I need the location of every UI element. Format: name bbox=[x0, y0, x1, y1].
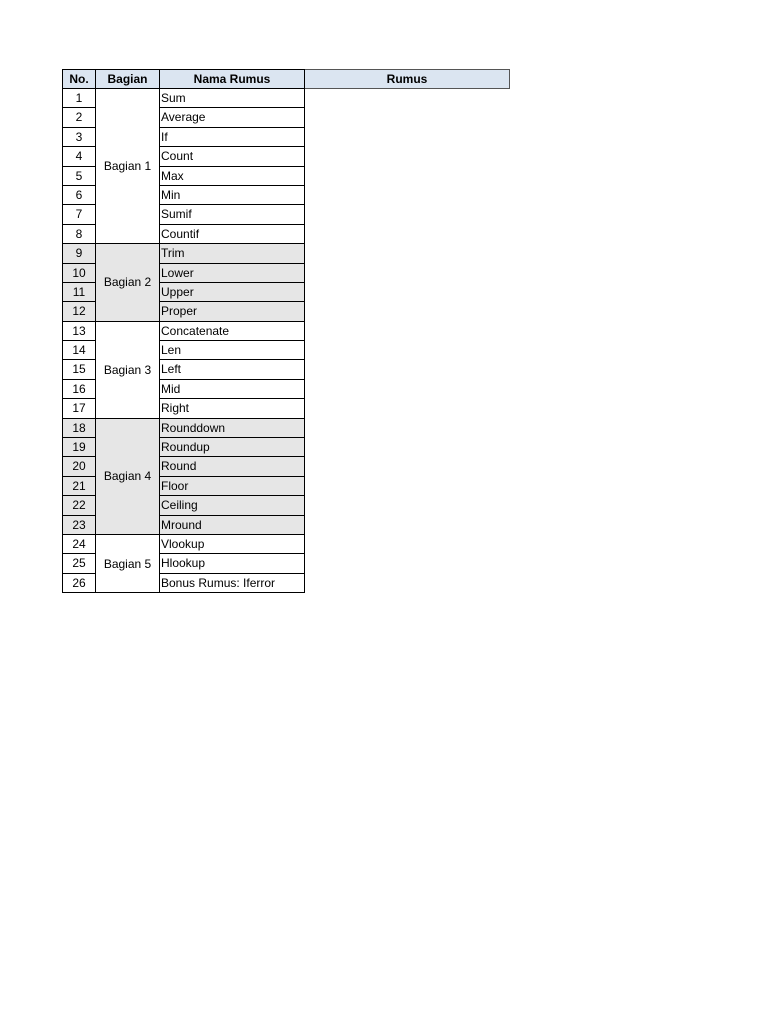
formula-name-cell: Upper bbox=[160, 283, 305, 302]
formula-name-cell: Vlookup bbox=[160, 535, 305, 554]
row-number-cell: 4 bbox=[62, 147, 96, 166]
formula-name-cell: Rounddown bbox=[160, 419, 305, 438]
row-number-cell: 15 bbox=[62, 360, 96, 379]
row-number-cell: 23 bbox=[62, 516, 96, 535]
row-number-cell: 25 bbox=[62, 554, 96, 573]
bagian-group-cell: Bagian 3 bbox=[96, 322, 160, 419]
formula-name-cell: Concatenate bbox=[160, 322, 305, 341]
row-number-cell: 16 bbox=[62, 380, 96, 399]
formula-table bbox=[62, 69, 510, 593]
formula-name-cell: Countif bbox=[160, 225, 305, 244]
formula-name-cell: Proper bbox=[160, 302, 305, 321]
formula-name-cell: Trim bbox=[160, 244, 305, 263]
row-number-cell: 18 bbox=[62, 419, 96, 438]
bagian-group-cell: Bagian 2 bbox=[96, 244, 160, 322]
row-number-cell: 11 bbox=[62, 283, 96, 302]
bagian-group-cell: Bagian 1 bbox=[96, 89, 160, 244]
row-number-cell: 13 bbox=[62, 322, 96, 341]
header-no: No. bbox=[62, 69, 96, 89]
row-number-cell: 21 bbox=[62, 477, 96, 496]
row-number-cell: 7 bbox=[62, 205, 96, 224]
formula-name-cell: Sum bbox=[160, 89, 305, 108]
formula-name-cell: Round bbox=[160, 457, 305, 476]
row-number-cell: 24 bbox=[62, 535, 96, 554]
row-number-cell: 20 bbox=[62, 457, 96, 476]
row-number-cell: 6 bbox=[62, 186, 96, 205]
formula-name-cell: Right bbox=[160, 399, 305, 418]
bagian-group-cell: Bagian 4 bbox=[96, 419, 160, 535]
formula-name-cell: Count bbox=[160, 147, 305, 166]
bagian-column bbox=[96, 89, 160, 593]
header-rumus: Rumus bbox=[305, 69, 510, 89]
row-number-cell: 12 bbox=[62, 302, 96, 321]
header-nama-rumus: Nama Rumus bbox=[160, 69, 305, 89]
bagian-group-cell: Bagian 5 bbox=[96, 535, 160, 593]
formula-name-cell: Mround bbox=[160, 516, 305, 535]
formula-name-cell: Max bbox=[160, 167, 305, 186]
row-number-cell: 26 bbox=[62, 574, 96, 593]
row-number-cell: 8 bbox=[62, 225, 96, 244]
header-bagian: Bagian bbox=[96, 69, 160, 89]
row-number-cell: 2 bbox=[62, 108, 96, 127]
row-number-cell: 10 bbox=[62, 264, 96, 283]
formula-name-cell: If bbox=[160, 128, 305, 147]
formula-name-cell: Floor bbox=[160, 477, 305, 496]
row-number-cell: 5 bbox=[62, 167, 96, 186]
table-header-row bbox=[62, 69, 510, 89]
row-number-cell: 9 bbox=[62, 244, 96, 263]
formula-name-cell: Len bbox=[160, 341, 305, 360]
formula-name-cell: Ceiling bbox=[160, 496, 305, 515]
formula-name-cell: Hlookup bbox=[160, 554, 305, 573]
row-number-cell: 3 bbox=[62, 128, 96, 147]
formula-name-cell: Average bbox=[160, 108, 305, 127]
row-number-cell: 17 bbox=[62, 399, 96, 418]
formula-name-cell: Bonus Rumus: Iferror bbox=[160, 574, 305, 593]
formula-name-cell: Roundup bbox=[160, 438, 305, 457]
formula-name-cell: Mid bbox=[160, 380, 305, 399]
row-number-cell: 19 bbox=[62, 438, 96, 457]
table-body bbox=[62, 89, 510, 593]
formula-name-cell: Sumif bbox=[160, 205, 305, 224]
formula-name-cell: Min bbox=[160, 186, 305, 205]
row-number-cell: 14 bbox=[62, 341, 96, 360]
row-number-cell: 1 bbox=[62, 89, 96, 108]
no-column bbox=[62, 89, 96, 593]
formula-name-cell: Left bbox=[160, 360, 305, 379]
row-number-cell: 22 bbox=[62, 496, 96, 515]
nama-rumus-column bbox=[160, 89, 305, 593]
formula-name-cell: Lower bbox=[160, 264, 305, 283]
